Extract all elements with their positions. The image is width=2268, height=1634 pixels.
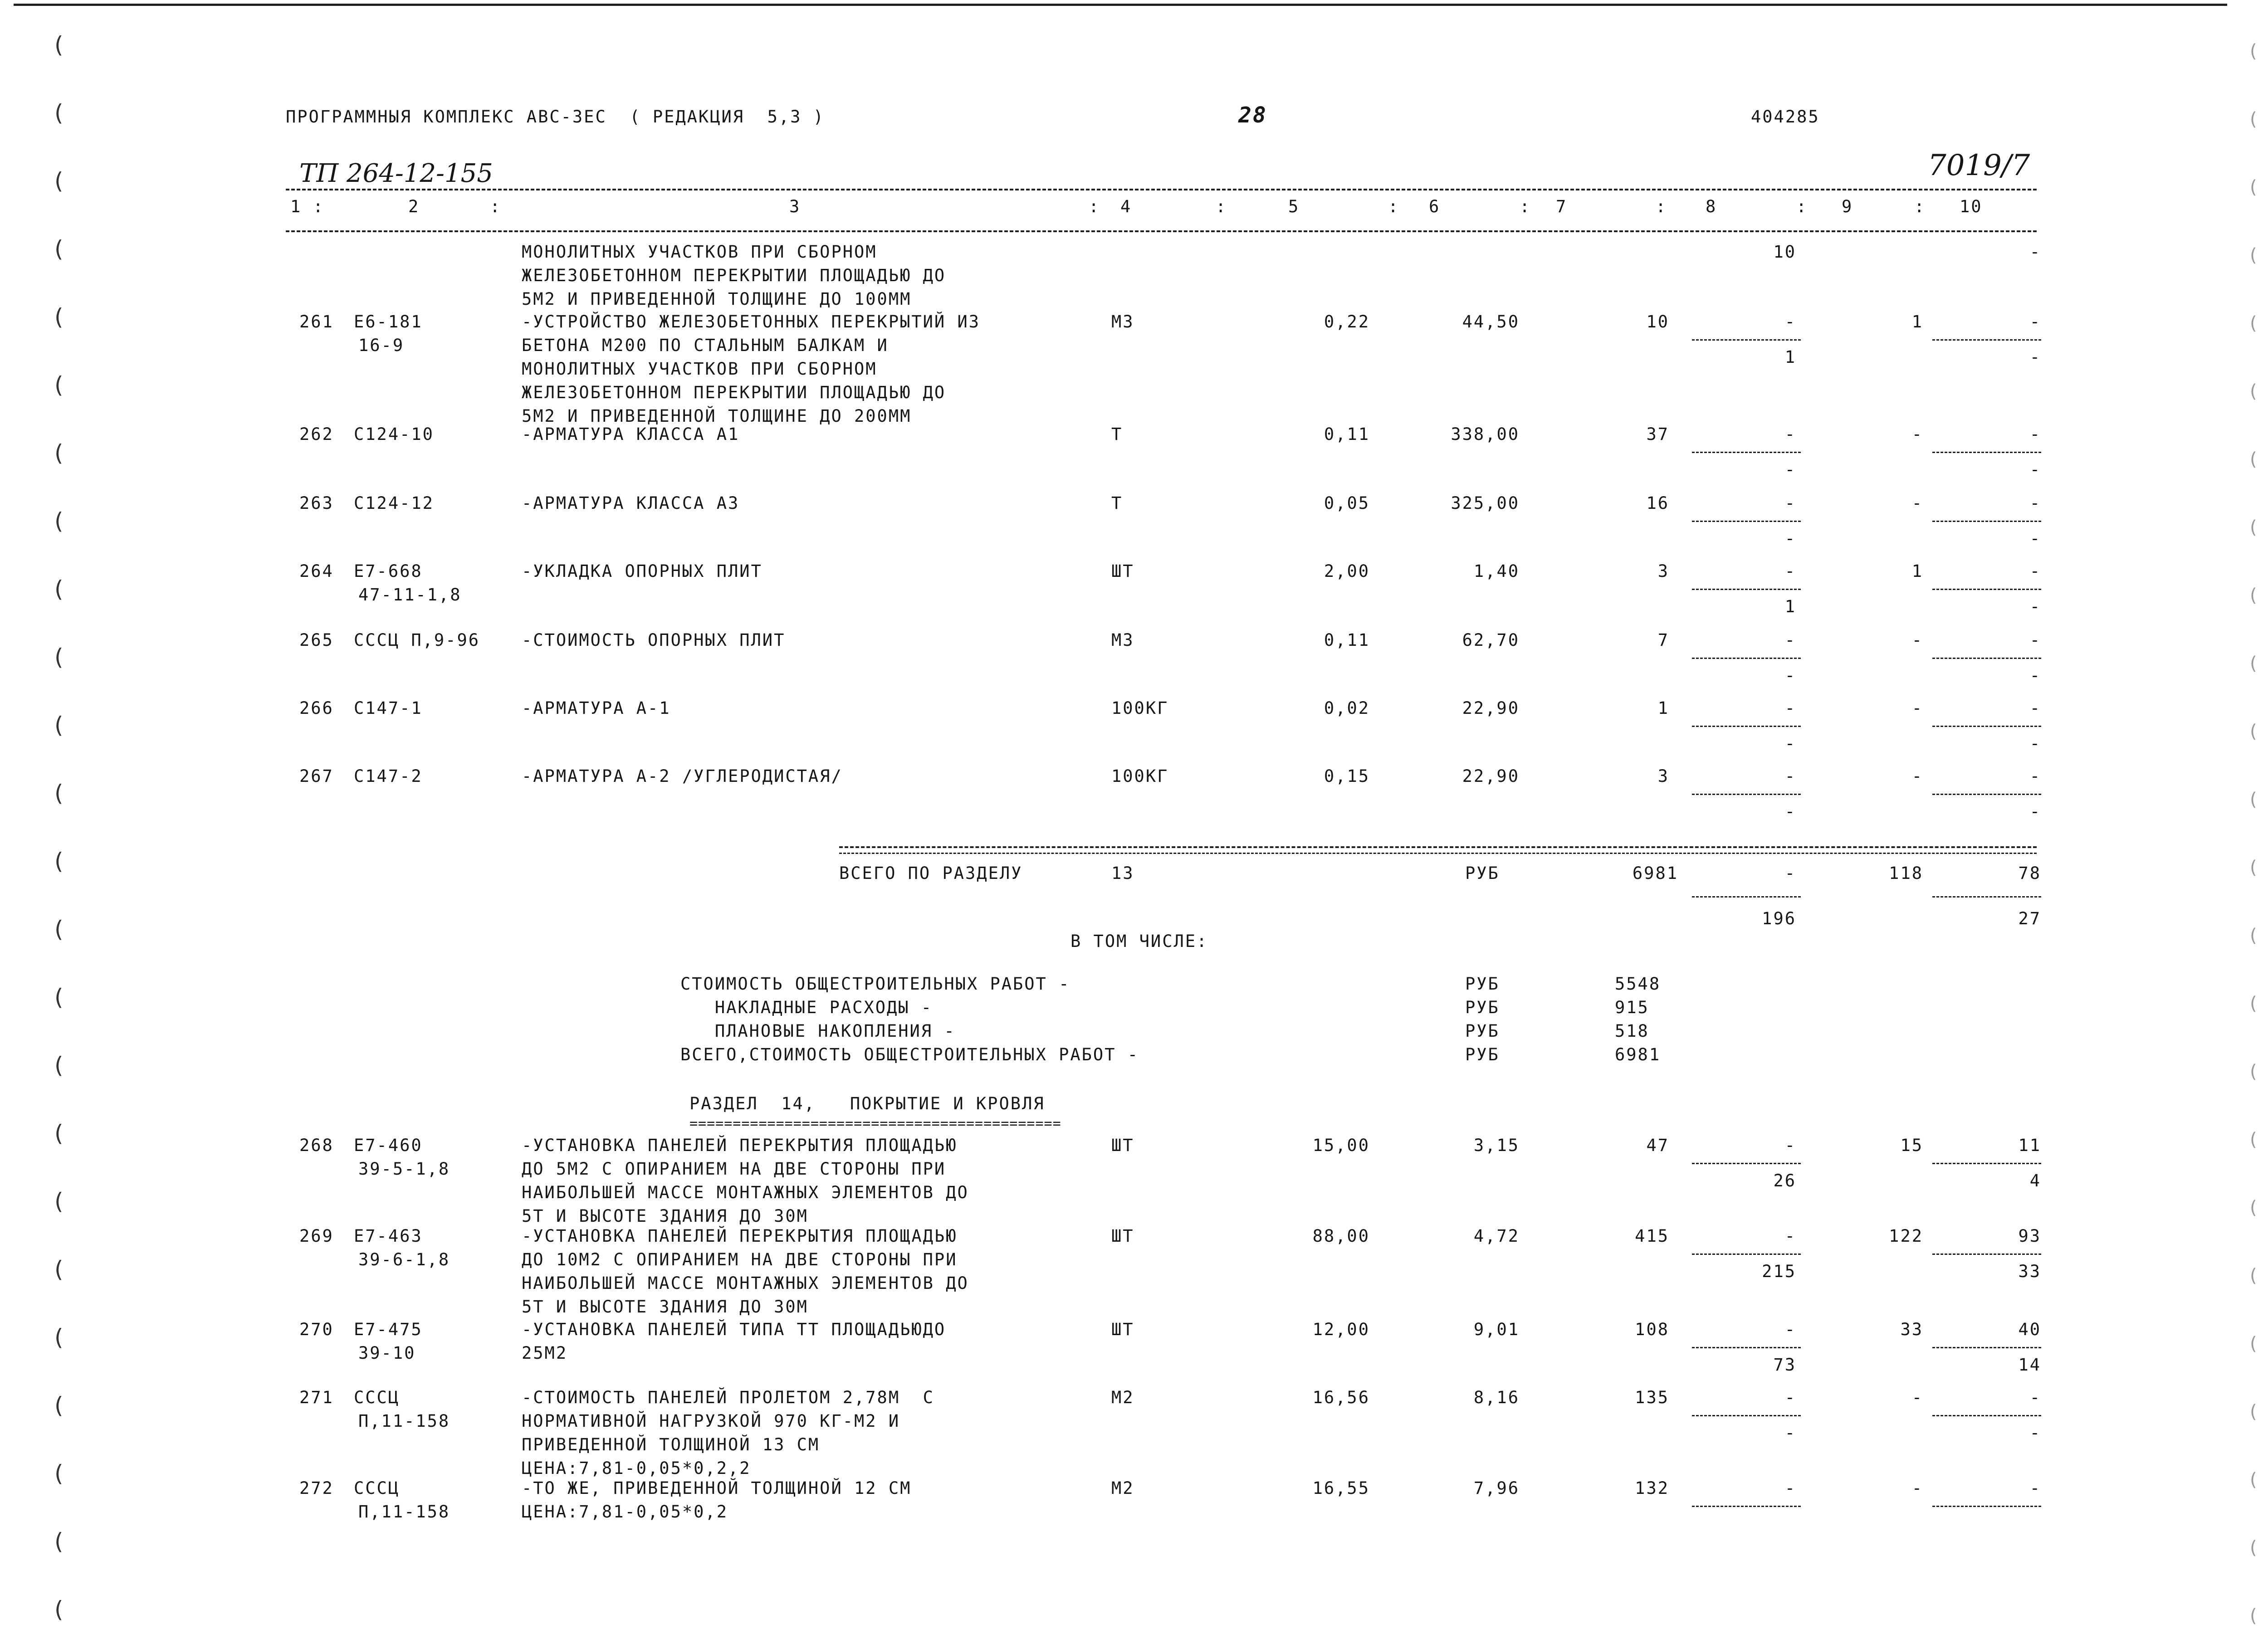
- doc-code: 404285: [1751, 107, 1820, 127]
- sec14-row-code: СССЦ: [354, 1388, 400, 1407]
- sec13-row-code: С147-1: [354, 698, 423, 718]
- sec13-row-split-c8: [1692, 589, 1801, 590]
- sec14-row-unit-price: 3,15: [1473, 1136, 1520, 1155]
- sec14-row-col10: 40: [2018, 1320, 2041, 1339]
- sec14-row-code: Е7-460: [354, 1136, 423, 1155]
- sec14-row-number: 270: [299, 1320, 334, 1339]
- sec13-row-split-c10: [1932, 589, 2041, 590]
- feed-hole-right: (: [2250, 653, 2257, 674]
- sec13-row-col10-lower: -: [2029, 347, 2041, 367]
- sec13-row-number: 267: [299, 766, 334, 786]
- including-line-currency: РУБ: [1465, 1045, 1500, 1064]
- sec13-row-code: Е6-181: [354, 312, 423, 332]
- including-line-value: 915: [1615, 998, 1649, 1017]
- feed-hole-right: (: [2250, 449, 2257, 470]
- feed-hole-right: (: [2250, 1537, 2257, 1558]
- sec13-row-unit-price: 22,90: [1462, 766, 1520, 786]
- sec13-row-split-c10: [1932, 339, 2041, 341]
- sec13-row-col8: 10: [1773, 242, 1796, 262]
- sec13-row-unit: ШТ: [1111, 561, 1134, 581]
- sec13-row-unit-price: 62,70: [1462, 630, 1520, 650]
- sec13-row-col10: -: [2029, 493, 2041, 513]
- sec14-row-total: 132: [1635, 1478, 1669, 1498]
- sec13-row-col8-lower: -: [1784, 666, 1796, 685]
- sec13-row-code: Е7-668: [354, 561, 423, 581]
- sec13-row-description: БЕТОНА М200 ПО СТАЛЬНЫМ БАЛКАМ И: [522, 336, 889, 355]
- sec14-row-description: 5Т И ВЫСОТЕ ЗДАНИЯ ДО 30М: [522, 1297, 808, 1317]
- section-total-c10b: 27: [2018, 909, 2041, 928]
- feed-hole-right: (: [2250, 1061, 2257, 1082]
- sec14-row-col8-lower: 215: [1762, 1262, 1796, 1281]
- feed-hole-left: (: [54, 372, 64, 398]
- sec13-row-col8-lower: -: [1784, 460, 1796, 479]
- feed-hole-left: (: [54, 1120, 64, 1146]
- feed-hole-right: (: [2250, 313, 2257, 334]
- sec13-row-code: С147-2: [354, 766, 423, 786]
- sec14-row-description: -СТОИМОСТЬ ПАНЕЛЕЙ ПРОЛЕТОМ 2,78М С: [522, 1388, 934, 1407]
- sec13-row-description: МОНОЛИТНЫХ УЧАСТКОВ ПРИ СБОРНОМ: [522, 359, 877, 379]
- sec13-row-col10-lower: -: [2029, 597, 2041, 616]
- sec13-row-number: 262: [299, 424, 334, 444]
- column-header-16: 9: [1842, 197, 1853, 216]
- sec13-row-number: 264: [299, 561, 334, 581]
- sec14-row-col10: -: [2029, 1478, 2041, 1498]
- sec13-row-unit-price: 325,00: [1451, 493, 1520, 513]
- sec14-row-description: 25М2: [522, 1343, 568, 1363]
- sec14-row-split-c10: [1932, 1506, 2041, 1507]
- sec13-row-unit: 100КГ: [1111, 698, 1169, 718]
- feed-hole-right: (: [2250, 1265, 2257, 1286]
- sec14-row-code: 39-5-1,8: [358, 1159, 450, 1179]
- sec13-row-unit-price: 338,00: [1451, 424, 1520, 444]
- sec14-row-total: 415: [1635, 1226, 1669, 1246]
- sec14-row-unit: ШТ: [1111, 1136, 1134, 1155]
- sec14-row-quantity: 16,55: [1312, 1478, 1370, 1498]
- sec14-row-number: 272: [299, 1478, 334, 1498]
- sec14-row-col10: -: [2029, 1388, 2041, 1407]
- sec13-row-col8-lower: -: [1784, 802, 1796, 821]
- column-header-15: :: [1796, 197, 1808, 216]
- including-line-currency: РУБ: [1465, 1021, 1500, 1041]
- sec14-row-description: НАИБОЛЬШЕЙ МАССЕ МОНТАЖНЫХ ЭЛЕМЕНТОВ ДО: [522, 1183, 969, 1202]
- sec14-row-unit-price: 7,96: [1473, 1478, 1520, 1498]
- column-header-9: :: [1388, 197, 1400, 216]
- total-rule: [839, 846, 2037, 848]
- sec14-row-split-c8: [1692, 1347, 1801, 1348]
- including-line-value: 6981: [1615, 1045, 1661, 1064]
- sec14-row-split-c8: [1692, 1506, 1801, 1507]
- sec14-row-split-c10: [1932, 1415, 2041, 1416]
- sec14-row-unit: ШТ: [1111, 1320, 1134, 1339]
- feed-hole-left: (: [54, 1324, 64, 1351]
- sec13-row-col8: -: [1784, 698, 1796, 718]
- section-total-c10: 78: [2018, 863, 2041, 883]
- sec13-row-col8: -: [1784, 630, 1796, 650]
- sec14-row-col9: 122: [1889, 1226, 1923, 1246]
- handwritten-sheet-number: 7019/7: [1928, 149, 2030, 182]
- sec13-row-col10: -: [2029, 312, 2041, 332]
- column-header-11: :: [1520, 197, 1531, 216]
- including-line-label: ПЛАНОВЫЕ НАКОПЛЕНИЯ -: [680, 1021, 956, 1041]
- sec13-row-quantity: 0,22: [1324, 312, 1370, 332]
- section-total-label: ВСЕГО ПО РАЗДЕЛУ: [839, 863, 1023, 883]
- sec13-row-split-c8: [1692, 658, 1801, 659]
- including-line-value: 5548: [1615, 974, 1661, 994]
- sec14-row-description: -ТО ЖЕ, ПРИВЕДЕННОЙ ТОЛЩИНОЙ 12 СМ: [522, 1478, 912, 1498]
- column-header-0: 1: [290, 197, 302, 216]
- sec13-row-col8: -: [1784, 561, 1796, 581]
- sec13-row-unit-price: 22,90: [1462, 698, 1520, 718]
- sec13-row-description: -АРМАТУРА А-2 /УГЛЕРОДИСТАЯ/: [522, 766, 843, 786]
- sec13-row-split-c10: [1932, 726, 2041, 727]
- sec13-row-quantity: 0,02: [1324, 698, 1370, 718]
- sec14-row-col8-lower: -: [1784, 1423, 1796, 1443]
- feed-hole-left: (: [54, 916, 64, 942]
- sec13-row-col9: -: [1911, 493, 1923, 513]
- column-header-3: :: [490, 197, 502, 216]
- sec13-row-description: -АРМАТУРА КЛАССА А1: [522, 424, 740, 444]
- feed-hole-left: (: [54, 1392, 64, 1419]
- sec14-row-col10-lower: -: [2029, 1423, 2041, 1443]
- sec13-row-col10: -: [2029, 698, 2041, 718]
- sec14-row-split-c10: [1932, 1163, 2041, 1164]
- sec14-row-col8: -: [1784, 1320, 1796, 1339]
- sec13-row-split-c8: [1692, 339, 1801, 341]
- sec14-row-description: 5Т И ВЫСОТЕ ЗДАНИЯ ДО 30М: [522, 1206, 808, 1226]
- sec13-row-code: С124-12: [354, 493, 434, 513]
- sec14-row-col10-lower: 4: [2029, 1171, 2041, 1190]
- column-header-8: 5: [1288, 197, 1300, 216]
- feed-hole-right: (: [2250, 789, 2257, 810]
- feed-hole-left: (: [54, 1528, 64, 1555]
- header-rule-bottom: [286, 230, 2037, 232]
- sec13-row-unit: 100КГ: [1111, 766, 1169, 786]
- sec13-row-quantity: 2,00: [1324, 561, 1370, 581]
- sec14-row-description: НОРМАТИВНОЙ НАГРУЗКОЙ 970 КГ-М2 И: [522, 1411, 900, 1431]
- sec13-row-description: МОНОЛИТНЫХ УЧАСТКОВ ПРИ СБОРНОМ: [522, 242, 877, 262]
- feed-hole-right: (: [2250, 245, 2257, 266]
- sec13-row-quantity: 0,11: [1324, 630, 1370, 650]
- sec14-row-quantity: 15,00: [1312, 1136, 1370, 1155]
- feed-hole-left: (: [54, 236, 64, 262]
- sec14-row-number: 271: [299, 1388, 334, 1407]
- sec13-row-split-c10: [1932, 658, 2041, 659]
- sec13-row-unit: М3: [1111, 630, 1134, 650]
- sec14-row-description: -УСТАНОВКА ПАНЕЛЕЙ ПЕРЕКРЫТИЯ ПЛОЩАДЬЮ: [522, 1136, 958, 1155]
- sec14-row-unit: ШТ: [1111, 1226, 1134, 1246]
- feed-hole-right: (: [2250, 925, 2257, 946]
- feed-hole-left: (: [54, 1052, 64, 1078]
- feed-hole-right: (: [2250, 1197, 2257, 1218]
- sec14-row-col10-lower: 33: [2018, 1262, 2041, 1281]
- total-split-c10: [1932, 896, 2041, 897]
- feed-hole-left: (: [54, 168, 64, 194]
- sec14-row-col9: -: [1911, 1478, 1923, 1498]
- feed-hole-left: (: [54, 1596, 64, 1623]
- section-14-underline: ===========================================: [689, 1116, 1061, 1132]
- sec13-row-col8: -: [1784, 424, 1796, 444]
- program-title: ПРОГРАММНЫЯ КОМПЛЕКС АВС-3ЕС ( РЕДАКЦИЯ 5,3 ): [286, 107, 825, 127]
- sec14-row-col8-lower: 73: [1773, 1355, 1796, 1375]
- page-number: 28: [1238, 102, 1267, 128]
- sec13-row-split-c8: [1692, 726, 1801, 727]
- sec13-row-quantity: 0,05: [1324, 493, 1370, 513]
- column-header-14: 8: [1706, 197, 1717, 216]
- feed-hole-left: (: [54, 1460, 64, 1487]
- including-line-currency: РУБ: [1465, 998, 1500, 1017]
- sec13-row-description: 5М2 И ПРИВЕДЕННОЙ ТОЛЩИНЕ ДО 200ММ: [522, 406, 912, 426]
- sec13-row-number: 265: [299, 630, 334, 650]
- column-header-10: 6: [1429, 197, 1441, 216]
- section-total-number: 13: [1111, 863, 1134, 883]
- sec14-row-number: 268: [299, 1136, 334, 1155]
- sec14-row-unit-price: 8,16: [1473, 1388, 1520, 1407]
- total-rule-2: [839, 853, 2037, 854]
- sec13-row-split-c10: [1932, 794, 2041, 795]
- sec13-row-col10: -: [2029, 561, 2041, 581]
- sec13-row-col10: -: [2029, 424, 2041, 444]
- feed-hole-right: (: [2250, 41, 2257, 62]
- sec14-row-code: 39-6-1,8: [358, 1250, 450, 1269]
- sec14-row-total: 135: [1635, 1388, 1669, 1407]
- feed-hole-right: (: [2250, 585, 2257, 606]
- sec14-row-col10: 93: [2018, 1226, 2041, 1246]
- sec13-row-col8-lower: 1: [1784, 597, 1796, 616]
- sec13-row-col10: -: [2029, 630, 2041, 650]
- feed-hole-right: (: [2250, 993, 2257, 1014]
- including-line-label: НАКЛАДНЫЕ РАСХОДЫ -: [680, 998, 933, 1017]
- sec13-row-col9: -: [1911, 630, 1923, 650]
- feed-hole-right: (: [2250, 857, 2257, 878]
- sec14-row-split-c8: [1692, 1254, 1801, 1255]
- sec13-row-description: ЖЕЛЕЗОБЕТОННОМ ПЕРЕКРЫТИИ ПЛОЩАДЬЮ ДО: [522, 383, 946, 402]
- sec14-row-total: 108: [1635, 1320, 1669, 1339]
- sec14-row-col8-lower: 26: [1773, 1171, 1796, 1190]
- sec13-row-code: 16-9: [358, 336, 405, 355]
- sec13-row-total: 3: [1657, 561, 1669, 581]
- sec13-row-number: 266: [299, 698, 334, 718]
- sec14-row-code: Е7-463: [354, 1226, 423, 1246]
- sec13-row-col10: -: [2029, 242, 2041, 262]
- including-line-value: 518: [1615, 1021, 1649, 1041]
- sec14-row-unit: М2: [1111, 1388, 1134, 1407]
- sec14-row-code: 39-10: [358, 1343, 416, 1363]
- feed-hole-right: (: [2250, 1469, 2257, 1490]
- column-header-18: 10: [1960, 197, 1983, 216]
- feed-hole-left: (: [54, 1188, 64, 1215]
- sec13-row-col8: -: [1784, 493, 1796, 513]
- sec13-row-split-c8: [1692, 452, 1801, 453]
- sec14-row-quantity: 16,56: [1312, 1388, 1370, 1407]
- sec14-row-description: НАИБОЛЬШЕЙ МАССЕ МОНТАЖНЫХ ЭЛЕМЕНТОВ ДО: [522, 1273, 969, 1293]
- sec13-row-code: 47-11-1,8: [358, 585, 462, 605]
- sec13-row-description: -АРМАТУРА КЛАССА А3: [522, 493, 740, 513]
- sec13-row-col9: -: [1911, 698, 1923, 718]
- sec14-row-code: Е7-475: [354, 1320, 423, 1339]
- sec13-row-description: -СТОИМОСТЬ ОПОРНЫХ ПЛИТ: [522, 630, 786, 650]
- header-rule-top: [286, 189, 2037, 190]
- feed-hole-left: (: [54, 576, 64, 602]
- column-header-4: 3: [789, 197, 801, 216]
- total-split-c8: [1692, 896, 1801, 897]
- sec14-row-description: -УСТАНОВКА ПАНЕЛЕЙ ТИПА ТТ ПЛОЩАДЬЮДО: [522, 1320, 946, 1339]
- sec13-row-col9: -: [1911, 424, 1923, 444]
- sec14-row-description: ПРИВЕДЕННОЙ ТОЛЩИНОЙ 13 СМ: [522, 1435, 820, 1454]
- sec13-row-split-c10: [1932, 521, 2041, 522]
- feed-hole-right: (: [2250, 721, 2257, 742]
- sec14-row-col8: -: [1784, 1136, 1796, 1155]
- sec13-row-col10-lower: -: [2029, 529, 2041, 548]
- sec13-row-description: ЖЕЛЕЗОБЕТОННОМ ПЕРЕКРЫТИИ ПЛОЩАДЬЮ ДО: [522, 266, 946, 285]
- sec13-row-col8-lower: 1: [1784, 347, 1796, 367]
- feed-hole-left: (: [54, 984, 64, 1010]
- feed-hole-left: (: [54, 32, 64, 58]
- column-header-5: :: [1089, 197, 1100, 216]
- column-header-12: 7: [1556, 197, 1568, 216]
- feed-hole-right: (: [2250, 177, 2257, 198]
- feed-hole-left: (: [54, 304, 64, 330]
- sec14-row-col10: 11: [2018, 1136, 2041, 1155]
- sec14-row-col9: -: [1911, 1388, 1923, 1407]
- sec13-row-col10-lower: -: [2029, 460, 2041, 479]
- sec13-row-col8-lower: -: [1784, 734, 1796, 753]
- sec14-row-col10-lower: 14: [2018, 1355, 2041, 1375]
- sec14-row-col8: -: [1784, 1388, 1796, 1407]
- sec13-row-col9: 1: [1911, 561, 1923, 581]
- column-header-2: 2: [408, 197, 420, 216]
- feed-hole-left: (: [54, 508, 64, 534]
- sec13-row-code: С124-10: [354, 424, 434, 444]
- column-header-7: :: [1216, 197, 1227, 216]
- sec14-row-split-c8: [1692, 1163, 1801, 1164]
- feed-hole-right: (: [2250, 1333, 2257, 1354]
- feed-hole-right: (: [2250, 1129, 2257, 1150]
- sec14-row-quantity: 88,00: [1312, 1226, 1370, 1246]
- section-14-title: РАЗДЕЛ 14, ПОКРЫТИЕ И КРОВЛЯ: [689, 1094, 1045, 1113]
- paper-top-edge: [14, 4, 2227, 6]
- sec14-row-code: СССЦ: [354, 1478, 400, 1498]
- sec14-row-unit-price: 4,72: [1473, 1226, 1520, 1246]
- column-header-1: :: [313, 197, 325, 216]
- sec14-row-unit: М2: [1111, 1478, 1134, 1498]
- sec13-row-description: 5М2 И ПРИВЕДЕННОЙ ТОЛЩИНЕ ДО 100ММ: [522, 289, 912, 309]
- sec14-row-description: ДО 10М2 С ОПИРАНИЕМ НА ДВЕ СТОРОНЫ ПРИ: [522, 1250, 958, 1269]
- column-header-17: :: [1914, 197, 1926, 216]
- sec13-row-col8-lower: -: [1784, 529, 1796, 548]
- feed-hole-right: (: [2250, 1605, 2257, 1626]
- feed-hole-left: (: [54, 100, 64, 126]
- sec14-row-col9: 15: [1900, 1136, 1923, 1155]
- sec13-row-unit: М3: [1111, 312, 1134, 332]
- sec13-row-split-c10: [1932, 452, 2041, 453]
- sec13-row-description: -АРМАТУРА А-1: [522, 698, 671, 718]
- sec14-row-description: ЦЕНА:7,81-0,05*0,2: [522, 1502, 728, 1522]
- sec13-row-col10-lower: -: [2029, 666, 2041, 685]
- column-header-13: :: [1656, 197, 1667, 216]
- feed-hole-left: (: [54, 712, 64, 738]
- sec14-row-description: -УСТАНОВКА ПАНЕЛЕЙ ПЕРЕКРЫТИЯ ПЛОЩАДЬЮ: [522, 1226, 958, 1246]
- sec14-row-description: ДО 5М2 С ОПИРАНИЕМ НА ДВЕ СТОРОНЫ ПРИ: [522, 1159, 946, 1179]
- sec14-row-split-c10: [1932, 1254, 2041, 1255]
- sec14-row-code: П,11-158: [358, 1502, 450, 1522]
- section-total-currency: РУБ: [1465, 863, 1500, 883]
- feed-hole-right: (: [2250, 109, 2257, 130]
- sec14-row-split-c8: [1692, 1415, 1801, 1416]
- sec13-row-total: 3: [1657, 766, 1669, 786]
- sec14-row-number: 269: [299, 1226, 334, 1246]
- feed-hole-left: (: [54, 644, 64, 670]
- feed-hole-right: (: [2250, 1401, 2257, 1422]
- sec14-row-split-c10: [1932, 1347, 2041, 1348]
- sec13-row-col9: -: [1911, 766, 1923, 786]
- sec14-row-code: П,11-158: [358, 1411, 450, 1431]
- sec13-row-number: 263: [299, 493, 334, 513]
- including-title: В ТОМ ЧИСЛЕ:: [1070, 932, 1208, 951]
- sec13-row-total: 10: [1646, 312, 1669, 332]
- sec13-row-col10-lower: -: [2029, 802, 2041, 821]
- feed-hole-right: (: [2250, 381, 2257, 402]
- including-line-currency: РУБ: [1465, 974, 1500, 994]
- handwritten-project-code: ТП 264-12-155: [299, 159, 493, 188]
- feed-hole-left: (: [54, 780, 64, 806]
- sec13-row-total: 7: [1657, 630, 1669, 650]
- sec14-row-col8: -: [1784, 1478, 1796, 1498]
- column-header-6: 4: [1120, 197, 1132, 216]
- sec13-row-total: 16: [1646, 493, 1669, 513]
- sec13-row-col10: -: [2029, 766, 2041, 786]
- sec13-row-number: 261: [299, 312, 334, 332]
- section-total-c9: 118: [1889, 863, 1923, 883]
- sec14-row-total: 47: [1646, 1136, 1669, 1155]
- section-total-c8b: 196: [1762, 909, 1796, 928]
- sec14-row-unit-price: 9,01: [1473, 1320, 1520, 1339]
- section-total-value: 6981: [1632, 863, 1678, 883]
- sec13-row-split-c8: [1692, 794, 1801, 795]
- sec13-row-col10-lower: -: [2029, 734, 2041, 753]
- section-total-c8: -: [1784, 863, 1796, 883]
- feed-hole-left: (: [54, 440, 64, 466]
- sec13-row-total: 37: [1646, 424, 1669, 444]
- sec14-row-quantity: 12,00: [1312, 1320, 1370, 1339]
- sec14-row-col8: -: [1784, 1226, 1796, 1246]
- sec13-row-description: -УКЛАДКА ОПОРНЫХ ПЛИТ: [522, 561, 763, 581]
- including-line-label: ВСЕГО,СТОИМОСТЬ ОБЩЕСТРОИТЕЛЬНЫХ РАБОТ -: [680, 1045, 1139, 1064]
- sec13-row-col8: -: [1784, 312, 1796, 332]
- sec13-row-unit: Т: [1111, 493, 1123, 513]
- sec13-row-quantity: 0,15: [1324, 766, 1370, 786]
- sec14-row-col9: 33: [1900, 1320, 1923, 1339]
- sec13-row-total: 1: [1657, 698, 1669, 718]
- sec13-row-unit-price: 44,50: [1462, 312, 1520, 332]
- sec13-row-unit-price: 1,40: [1473, 561, 1520, 581]
- sec13-row-unit: Т: [1111, 424, 1123, 444]
- sec13-row-col9: 1: [1911, 312, 1923, 332]
- sec13-row-code: СССЦ П,9-96: [354, 630, 480, 650]
- sec13-row-description: -УСТРОЙСТВО ЖЕЛЕЗОБЕТОННЫХ ПЕРЕКРЫТИЙ ИЗ: [522, 312, 981, 332]
- sec13-row-quantity: 0,11: [1324, 424, 1370, 444]
- sec13-row-col8: -: [1784, 766, 1796, 786]
- sec13-row-split-c8: [1692, 521, 1801, 522]
- including-line-label: СТОИМОСТЬ ОБЩЕСТРОИТЕЛЬНЫХ РАБОТ -: [680, 974, 1070, 994]
- feed-hole-left: (: [54, 1256, 64, 1283]
- feed-hole-right: (: [2250, 517, 2257, 538]
- feed-hole-left: (: [54, 848, 64, 874]
- sec14-row-description: ЦЕНА:7,81-0,05*0,2,2: [522, 1458, 751, 1478]
